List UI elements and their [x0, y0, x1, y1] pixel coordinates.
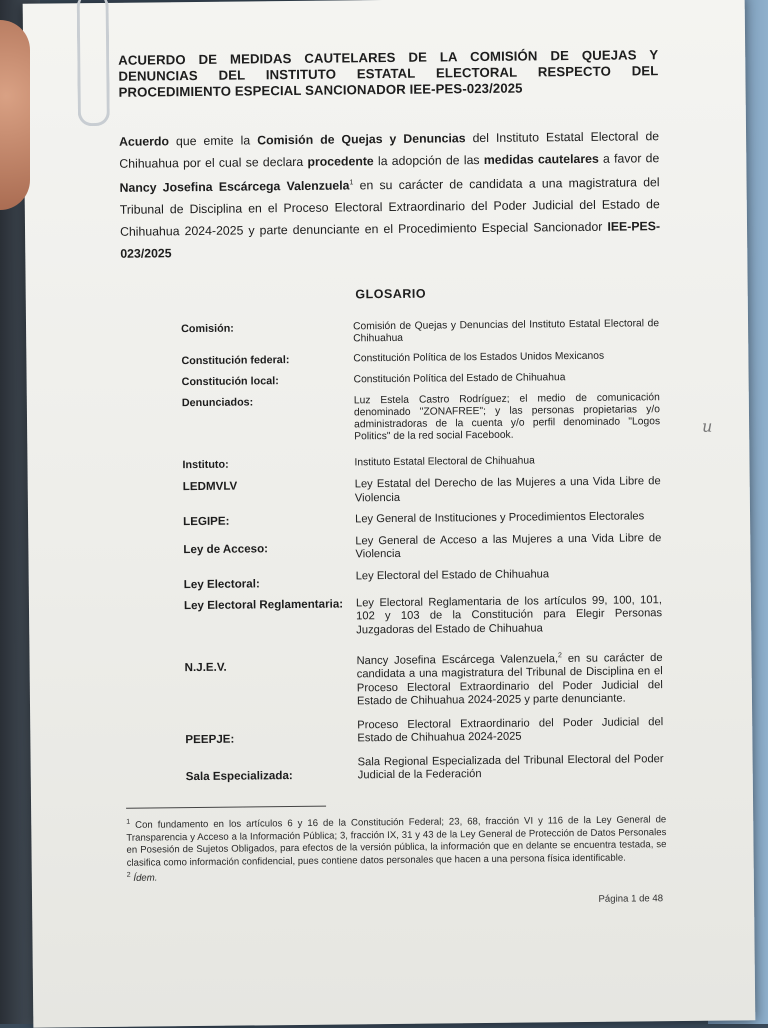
glossary-term: Instituto:: [182, 458, 229, 472]
footnote-text: Ídem.: [130, 872, 158, 884]
intro-paragraph: [119, 125, 660, 265]
intro-text: la adopción de las: [373, 152, 484, 169]
glossary-row: [181, 318, 659, 347]
footnotes: [126, 811, 667, 906]
njev-name: Nancy Josefina Escárcega Valenzuela,: [356, 653, 559, 668]
glossary-row: [184, 594, 662, 640]
document-page: [23, 0, 756, 1028]
glossary-definition: Ley General de Acceso a las Mujeres a una Vida Libre de Violencia: [355, 531, 662, 561]
glossary-row: [183, 532, 661, 564]
glossary-definition: Ley Electoral Reglamentaria de los artículos 99, 100, 101, 102 y 103 de la Constitución para Elegir Personas Juzgadoras del Estado de Chihuahua: [355, 593, 663, 636]
glossary-definition: Sala Regional Especializada del Tribunal Electoral del Poder Judicial de la Federación: [357, 752, 664, 782]
glossary-row: [182, 392, 660, 445]
glossary-definition: Ley General de Instituciones y Procedimientos Electorales: [355, 510, 645, 526]
hand-holding-page: [0, 20, 30, 210]
glossary-term: Ley de Acceso:: [183, 541, 269, 556]
glossary-definition: Ley Electoral del Estado de Chihuahua: [355, 567, 550, 582]
footnote-1: [126, 811, 667, 870]
glossary-definition: Comisión de Quejas y Denuncias del Instituto Estatal Electoral de Chihuahua: [353, 318, 660, 345]
glossary-row: [181, 350, 659, 368]
glossary-table: [181, 318, 664, 785]
intro-text: del Instituto Estatal Electoral de Chihuahua por el cual se declara: [119, 129, 660, 171]
glossary-row: [182, 371, 660, 389]
document-content: [118, 47, 667, 906]
footnote-ref-1[interactable]: 1: [349, 179, 354, 187]
glossary-term: LEDMVLV: [182, 479, 238, 494]
glossary-row: [183, 510, 661, 529]
glossary-row: [184, 567, 662, 591]
glossary-term: Ley Electoral Reglamentaria:: [183, 597, 344, 612]
page-number: Página 1 de 48: [598, 893, 664, 906]
intro-bold-procedente: procedente: [307, 154, 374, 169]
intro-bold-expediente: IEE-PES-023/2025: [120, 219, 661, 261]
njev-description: en su carácter de candidata a una magistratura del Tribunal de Disciplina en el Proceso Electoral Extraordinario del Poder Judicial del Estado de Chihuahua 2024-2025 y parte denunciante.: [356, 651, 663, 708]
glossary-definition: Instituto Estatal Electoral de Chihuahua: [354, 455, 535, 469]
glossary-title: GLOSARIO: [355, 286, 427, 302]
footnote-number: 2: [126, 871, 131, 879]
glossary-row: [182, 454, 660, 472]
glossary-definition: Constitución Política del Estado de Chihuahua: [353, 372, 566, 386]
glossary-definition: Constitución Política de los Estados Unidos Mexicanos: [353, 350, 605, 365]
glossary-term: Constitución federal:: [181, 354, 290, 368]
paperclip-icon: [77, 0, 110, 126]
glossary-row: [185, 716, 663, 748]
glossary-term: Comisión:: [181, 322, 234, 336]
glossary-definition: Ley Estatal del Derecho de las Mujeres a una Vida Libre de Violencia: [354, 475, 661, 504]
intro-text: en su carácter de candidata a una magistratura del Tribunal de Disciplina en el Proceso Electoral Extraordinario del Poder Judicial del Estado de Chihuahua 2024-2025 y parte denunciante en el Procedimiento Especial Sancionador: [119, 175, 660, 239]
intro-bold-medidas: medidas cautelares: [483, 151, 599, 167]
glossary-term: Denunciados:: [181, 396, 254, 410]
glossary-term: PEEPJE:: [185, 732, 235, 746]
intro-bold-comision: Comisión de Quejas y Denuncias: [257, 131, 466, 148]
intro-text: que emite la: [168, 133, 258, 149]
footnote-divider: [126, 806, 326, 809]
footnote-number: 1: [126, 818, 131, 826]
glossary-row: [183, 475, 661, 507]
glossary-row: [184, 648, 663, 711]
intro-bold-name: Nancy Josefina Escárcega Valenzuela: [119, 178, 350, 195]
document-title: ACUERDO DE MEDIDAS CAUTELARES DE LA COMISIÓN DE QUEJAS Y DENUNCIAS DEL INSTITUTO ESTATAL ELECTORAL RESPECTO DEL PROCEDIMIENTO ESPECIAL SANCIONADOR IEE-PES-023/2025: [118, 47, 659, 100]
handwritten-mark: u: [702, 416, 713, 436]
intro-bold-acuerdo: Acuerdo: [119, 134, 170, 149]
glossary-term: Constitución local:: [181, 375, 279, 389]
glossary-term: N.J.E.V.: [184, 660, 227, 675]
footnote-ref-2[interactable]: 2: [557, 652, 562, 660]
glossary-term: Ley Electoral:: [183, 576, 260, 591]
intro-text: a favor de: [598, 151, 660, 166]
footnote-text: Con fundamento en los artículos 6 y 16 de la Constitución Federal; 23, 68, fracción VI y 116 de la Ley General de Transparencia y Acceso a la Información Pública; 3, fracción IX, 31 y 43 de la Ley General de Protección de Datos Personales en Posesión de Sujetos Obligados, para efectos de la versión pública, la información que en delante se encuentra testada, se clasifica como información confidencial, pues contiene datos personales que hacen a una persona física identificable.: [126, 814, 667, 869]
glossary-term: Sala Especializada:: [185, 768, 293, 783]
glossary-definition: Luz Estela Castro Rodríguez; el medio de comunicación denominado "ZONAFREE"; y las personas propietarias y/o administradoras de la cuenta y/o perfil denominado "Logos Politics" de la red social Facebook.: [353, 392, 661, 443]
glossary-term: LEGIPE:: [183, 514, 230, 529]
glossary-definition: [356, 648, 663, 709]
glossary-definition: Proceso Electoral Extraordinario del Poder Judicial del Estado de Chihuahua 2024-2025: [357, 715, 664, 745]
glossary-row: [186, 753, 664, 785]
